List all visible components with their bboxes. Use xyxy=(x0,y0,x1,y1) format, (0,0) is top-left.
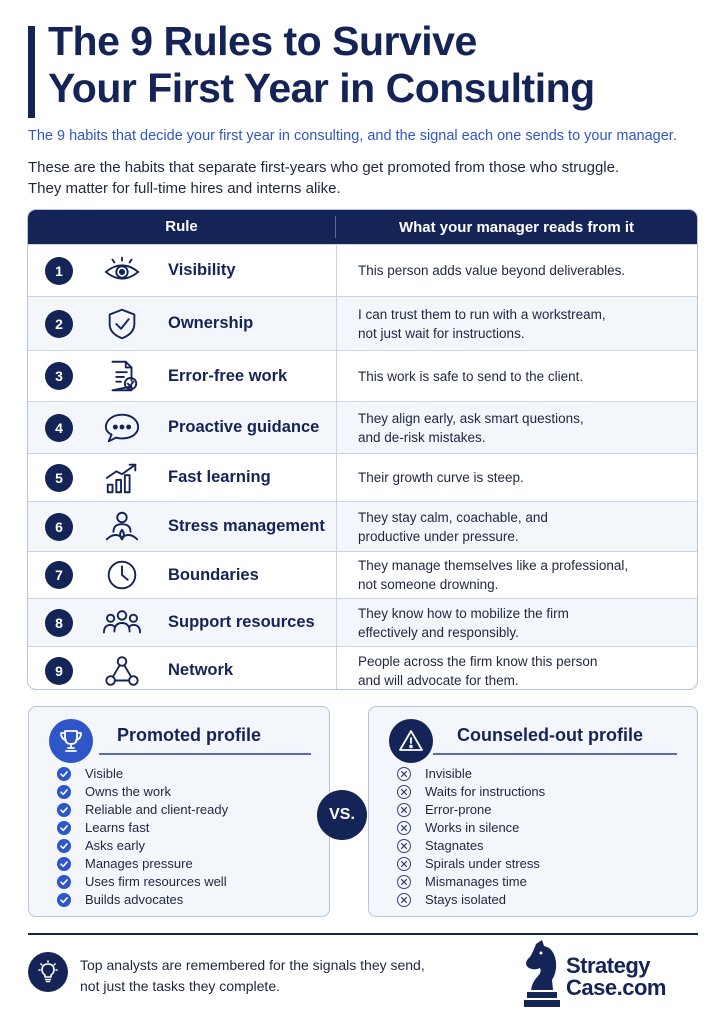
table-row xyxy=(28,551,697,598)
column-header-reads: What your manager reads from it xyxy=(398,218,635,236)
divider xyxy=(433,753,677,755)
team-icon xyxy=(101,605,143,641)
divider xyxy=(99,753,311,755)
list-item: Mismanages time xyxy=(397,873,545,891)
meditating-person-icon xyxy=(101,509,143,545)
rule-description: They manage themselves like a professional, not someone drowning. xyxy=(358,558,629,592)
check-circle-icon xyxy=(57,875,71,889)
x-circle-icon xyxy=(397,857,411,871)
x-circle-icon xyxy=(397,803,411,817)
rule-name: Ownership xyxy=(168,314,254,332)
intro-line-2: They matter for full-time hires and interns alike. xyxy=(28,180,341,197)
rule-description: This person adds value beyond deliverables. xyxy=(358,263,626,278)
counseled-out-profile-card xyxy=(368,706,698,917)
table-header xyxy=(28,210,697,244)
rule-number: 8 xyxy=(45,609,73,637)
check-circle-icon xyxy=(57,803,71,817)
promoted-profile-card xyxy=(28,706,330,917)
x-circle-icon xyxy=(397,875,411,889)
list-item: Uses firm resources well xyxy=(57,873,228,891)
rule-name: Proactive guidance xyxy=(168,418,320,436)
strategycase-logo[interactable] xyxy=(522,938,700,1008)
title-line-2: Your First Year in Consulting xyxy=(48,65,595,111)
table-row xyxy=(28,646,697,690)
shield-check-icon xyxy=(101,306,143,342)
rule-description: They align early, ask smart questions, and de-risk mistakes. xyxy=(358,410,584,445)
rule-description: They know how to mobilize the firm effectively and responsibly. xyxy=(358,605,569,640)
check-circle-icon xyxy=(57,839,71,853)
chess-knight-icon xyxy=(522,938,562,1008)
rule-description: They stay calm, coachable, and productive under pressure. xyxy=(358,509,548,544)
footer-message xyxy=(80,955,425,997)
footer-line-2: not just the tasks they complete. xyxy=(80,978,280,994)
warning-icon xyxy=(389,719,433,763)
list-item: Stagnates xyxy=(397,837,545,855)
rule-number: 2 xyxy=(45,310,73,338)
list-item: Works in silence xyxy=(397,819,545,837)
list-item: Visible xyxy=(57,765,228,783)
document-check-icon xyxy=(101,358,143,394)
rule-name: Stress management xyxy=(168,517,325,535)
page-title xyxy=(48,18,595,112)
check-circle-icon xyxy=(57,767,71,781)
rule-number: 6 xyxy=(45,513,73,541)
column-header-rule: Rule xyxy=(28,216,336,238)
x-circle-icon xyxy=(397,767,411,781)
check-circle-icon xyxy=(57,821,71,835)
x-circle-icon xyxy=(397,785,411,799)
lightbulb-icon xyxy=(28,952,68,992)
rule-name: Error-free work xyxy=(168,366,288,385)
table-row xyxy=(28,598,697,646)
rule-number: 4 xyxy=(45,414,73,442)
footer-line-1: Top analysts are remembered for the signals they send, xyxy=(80,957,425,973)
x-circle-icon xyxy=(397,893,411,907)
intro-line-1: These are the habits that separate first-years who get promoted from those who struggle. xyxy=(28,159,620,176)
rule-description: This work is safe to send to the client. xyxy=(358,368,584,384)
logo-text xyxy=(566,955,666,999)
network-icon xyxy=(101,653,143,689)
x-circle-icon xyxy=(397,839,411,853)
check-circle-icon xyxy=(57,785,71,799)
rule-number: 7 xyxy=(45,561,73,589)
list-item: Builds advocates xyxy=(57,891,228,909)
table-row xyxy=(28,453,697,501)
list-item: Owns the work xyxy=(57,783,228,801)
table-row xyxy=(28,501,697,551)
vs-badge: VS. xyxy=(317,790,367,840)
list-item: Error-prone xyxy=(397,801,545,819)
rule-name: Boundaries xyxy=(168,565,259,584)
rule-description: I can trust them to run with a workstream, not just wait for instructions. xyxy=(358,306,606,341)
list-item: Asks early xyxy=(57,837,228,855)
check-circle-icon xyxy=(57,857,71,871)
intro-text xyxy=(28,157,698,199)
rule-name: Fast learning xyxy=(168,468,271,486)
table-row xyxy=(28,296,697,350)
subtitle: The 9 habits that decide your first year in consulting, and the signal each one sends to your manager. xyxy=(28,128,677,144)
growth-chart-icon xyxy=(101,460,143,496)
rules-table xyxy=(27,209,698,690)
list-item: Stays isolated xyxy=(397,891,545,909)
trophy-icon xyxy=(49,719,93,763)
list-item: Manages pressure xyxy=(57,855,228,873)
rule-name: Network xyxy=(168,661,234,679)
eye-icon xyxy=(101,253,143,289)
rule-description: People across the firm know this person and will advocate for them. xyxy=(358,653,598,688)
x-circle-icon xyxy=(397,821,411,835)
chat-bubble-icon xyxy=(101,410,143,446)
rule-number: 9 xyxy=(45,657,73,685)
counseled-out-profile-title: Counseled-out profile xyxy=(457,725,643,745)
list-item: Spirals under stress xyxy=(397,855,545,873)
promoted-list xyxy=(57,765,228,909)
rule-name: Visibility xyxy=(168,261,236,279)
title-line-1: The 9 Rules to Survive xyxy=(48,18,477,64)
list-item: Invisible xyxy=(397,765,545,783)
footer-divider xyxy=(28,933,698,935)
check-circle-icon xyxy=(57,893,71,907)
rule-number: 3 xyxy=(45,362,73,390)
logo-line-2: Case.com xyxy=(566,975,666,1000)
rule-name: Support resources xyxy=(168,613,315,631)
table-row xyxy=(28,244,697,296)
counseled-out-list xyxy=(397,765,545,909)
list-item: Reliable and client-ready xyxy=(57,801,228,819)
rule-number: 5 xyxy=(45,464,73,492)
title-accent-bar xyxy=(28,26,35,118)
clock-icon xyxy=(101,557,143,593)
logo-line-1: Strategy xyxy=(566,953,651,978)
promoted-profile-title: Promoted profile xyxy=(117,725,262,745)
rule-number: 1 xyxy=(45,257,73,285)
list-item: Waits for instructions xyxy=(397,783,545,801)
list-item: Learns fast xyxy=(57,819,228,837)
table-row xyxy=(28,401,697,453)
table-row xyxy=(28,350,697,401)
rule-description: Their growth curve is steep. xyxy=(358,470,524,485)
